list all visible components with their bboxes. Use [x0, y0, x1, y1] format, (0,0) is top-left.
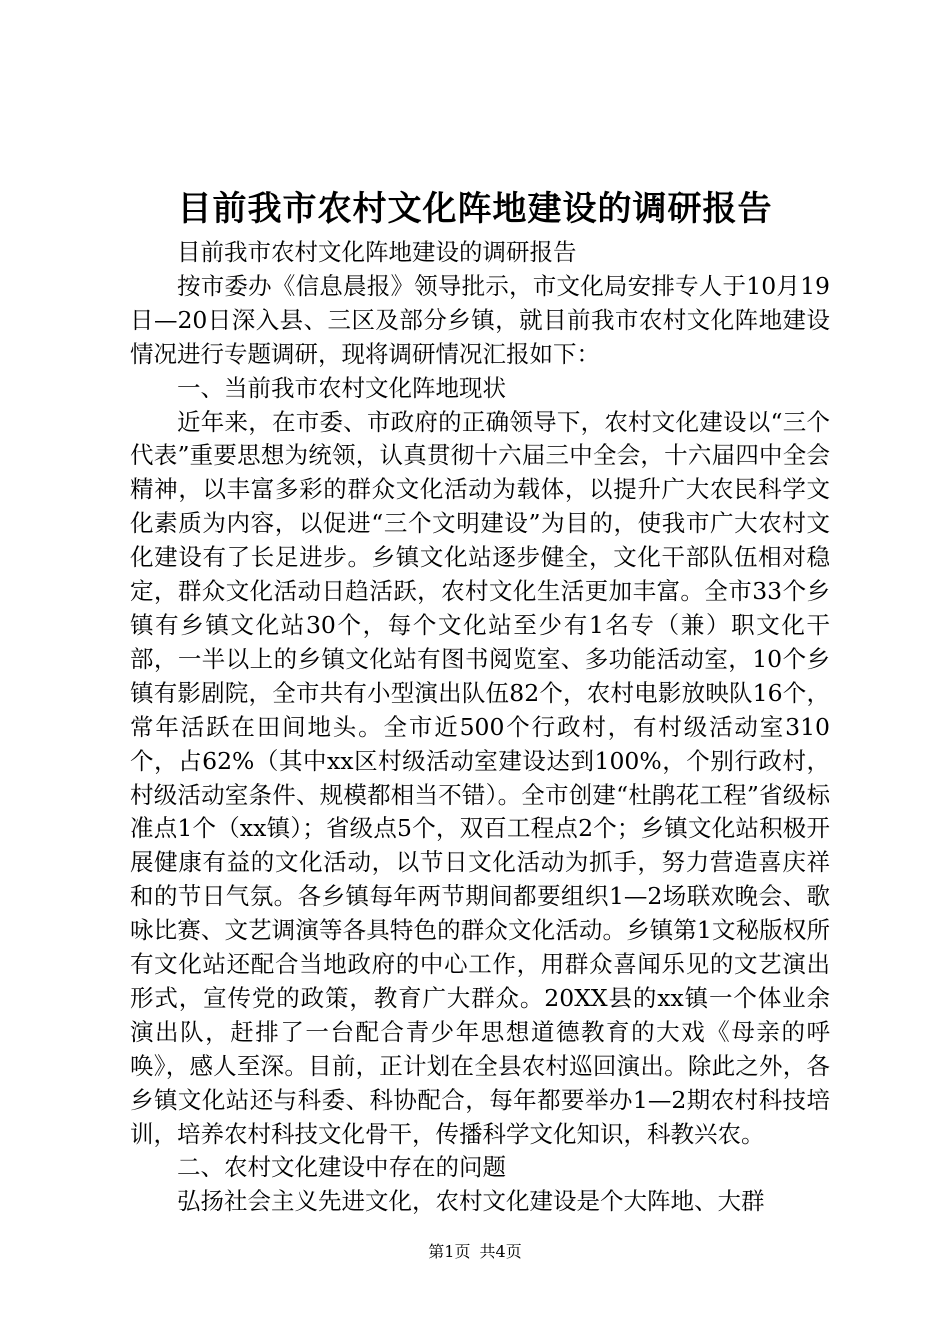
paragraph-subtitle: 目前我市农村文化阵地建设的调研报告 — [177, 238, 577, 266]
document-title: 目前我市农村文化阵地建设的调研报告 — [177, 189, 773, 229]
paragraph-problems: 弘扬社会主义先进文化，农村文化建设是个大阵地、大群 — [177, 1187, 765, 1216]
section-heading-1: 一、当前我市农村文化阵地现状 — [177, 373, 506, 402]
page-total: 共4页 — [479, 1242, 522, 1261]
paragraph-intro: 按市委办《信息晨报》领导批示，市文化局安排专人于10月19日—20日深入县、三区及部分乡镇，就目前我市农村文化阵地建设情况进行专题调研，现将调研情况汇报如下： — [130, 271, 830, 368]
document-body — [130, 236, 830, 1219]
page-footer — [0, 1240, 950, 1264]
paragraph-status: 近年来，在市委、市政府的正确领导下，农村文化建设以“三个代表”重要思想为统领，认真贯彻十六届三中全会，十六届四中全会精神，以丰富多彩的群众文化活动为载体，以提升广大农民科学文化素质为内容，以促进“三个文明建设”为目的，使我市广大农村文化建设有了长足进步。乡镇文化站逐步健全，文化干部队伍相对稳定，群众文化活动日趋活跃，农村文化生活更加丰富。全市33个乡镇有乡镇文化站30个，每个文化站至少有1名专（兼）职文化干部，一半以上的乡镇文化站有图书阅览室、多功能活动室，10个乡镇有影剧院，全市共有小型演出队伍82个，农村电影放映队16个，常年活跃在田间地头。全市近500个行政村，有村级活动室310个，占62%（其中xx区村级活动室建设达到100%，个别行政村，村级活动室条件、规模都相当不错）。全市创建“杜鹃花工程”省级标准点1个（xx镇）；省级点5个，双百工程点2个；乡镇文化站积极开展健康有益的文化活动，以节日文化活动为抓手，努力营造喜庆祥和的节日气氛。各乡镇每年两节期间都要组织1—2场联欢晚会、歌咏比赛、文艺调演等各具特色的群众文化活动。乡镇第1文秘版权所有文化站还配合当地政府的中心工作，用群众喜闻乐见的文艺演出形式，宣传党的政策，教育广大群众。20XX县的xx镇一个体业余演出队，赶排了一台配合青少年思想道德教育的大戏《母亲的呼唤》，感人至深。目前，正计划在全县农村巡回演出。除此之外，各乡镇文化站还与科委、科协配合，每年都要举办1—2期农村科技培训，培养农村科技文化骨干，传播科学文化知识，科教兴农。 — [130, 407, 830, 1148]
page-number: 第1页 — [428, 1242, 471, 1261]
section-heading-2: 二、农村文化建设中存在的问题 — [177, 1153, 506, 1182]
